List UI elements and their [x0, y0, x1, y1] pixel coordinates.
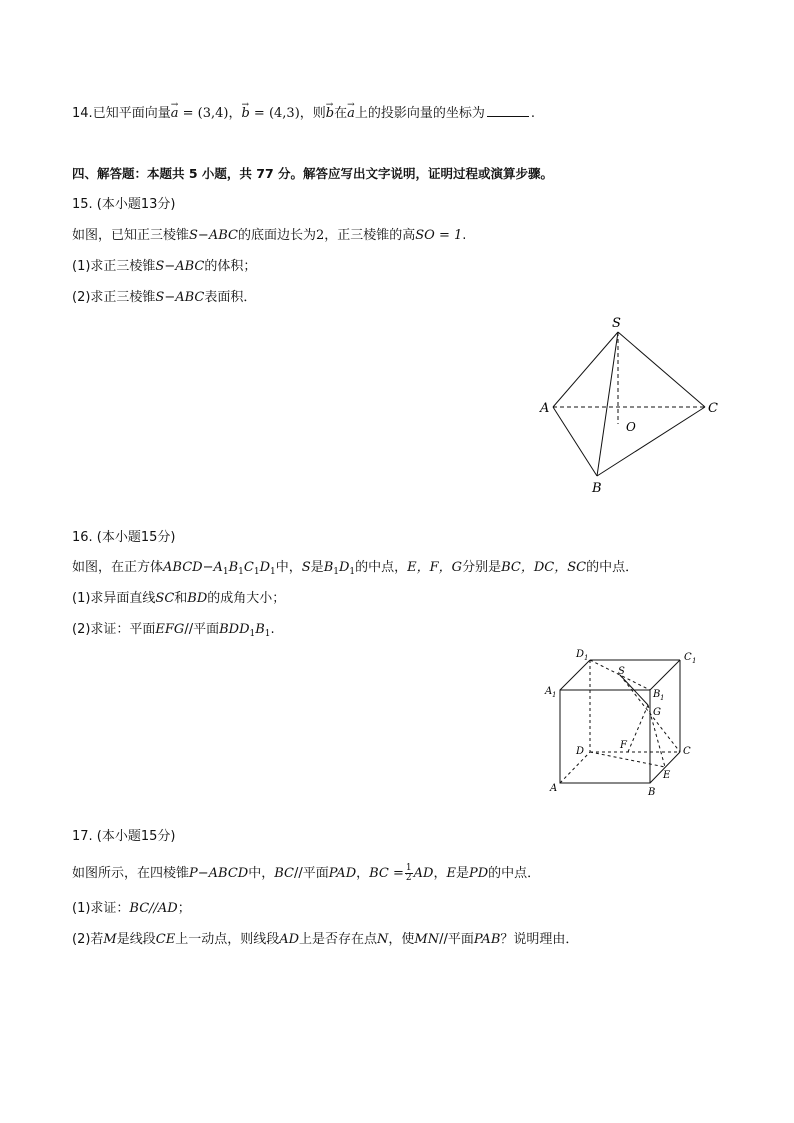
vector-a: → a: [171, 105, 179, 123]
section-4-title: 四、解答题：本题共 5 小题，共 77 分。解答应写出文字说明，证明过程或演算步骤。: [72, 166, 554, 181]
q16-cube-figure: [540, 645, 705, 800]
svg-text:B: B: [653, 689, 661, 700]
svg-text:C: C: [683, 746, 691, 757]
svg-text:G: G: [653, 707, 661, 718]
edge-SB: [597, 332, 618, 476]
edge-DE-hidden: [590, 752, 665, 767]
q17-header: 17. (本小题15分): [72, 829, 176, 844]
svg-text:A: A: [550, 783, 558, 794]
label-B: B: [592, 481, 602, 496]
q16-stem: 如图，在正方体$ABCD-A_1B_1C_1D_1$中，S是$B_1D_1$的中点，E，F，G分别是BC，DC，SC的中点．: [72, 560, 639, 577]
svg-text:1: 1: [660, 694, 665, 702]
label-O: O: [626, 420, 636, 434]
q16-header: 16. (本小题15分): [72, 530, 176, 545]
q14-number: 14.: [72, 106, 93, 121]
q15-stem: 如图，已知正三棱锥S−ABC的底面边长为2，正三棱锥的高SO = 1.: [72, 228, 467, 243]
q15-part-2: (2)求正三棱锥S−ABC表面积．: [72, 290, 257, 305]
svg-text:1: 1: [692, 657, 697, 665]
label-C: C: [708, 401, 718, 416]
question-14: 14.已知平面向量→ a = (3,4)，→ b = (4,3)，则→ b在→ a上的投影向量的坐标为 .: [72, 104, 535, 123]
edge-SC: [618, 332, 705, 407]
label-S: S: [612, 316, 621, 331]
svg-text:D: D: [576, 746, 585, 757]
q17-stem: 如图所示，在四棱锥P−ABCD中，BC//平面PAD，BC = $\frac{1}{2}$ AD，E是PD的中点．: [72, 863, 541, 883]
q16-part-2: (2)求证：平面EFG//平面$BDD_1B_1$.: [72, 622, 275, 639]
q17-part-2: (2)若M是线段CE上一动点，则线段AD上是否存在点N，使MN//平面PAB？说明理由．: [72, 932, 579, 947]
edge-AD-hidden: [560, 752, 590, 783]
q15-pyramid-figure: [535, 312, 725, 497]
edge-BC: [597, 407, 705, 476]
label-A: A: [540, 401, 550, 416]
svg-text:E: E: [663, 770, 671, 781]
vector-b: → b: [241, 105, 249, 123]
q17-part-1: (1)求证：BC//AD；: [72, 901, 191, 916]
svg-text:F: F: [620, 740, 627, 751]
edge-AB: [553, 407, 597, 476]
svg-text:1: 1: [584, 654, 589, 662]
fraction-one-half: $\frac{1}{2}$: [405, 863, 412, 883]
q15-part-1: (1)求正三棱锥S−ABC的体积；: [72, 259, 257, 274]
q15-header: 15. (本小题13分): [72, 197, 176, 212]
svg-text:A: A: [545, 686, 553, 697]
svg-text:B: B: [648, 787, 656, 798]
svg-text:S: S: [618, 666, 625, 677]
q16-part-1: (1)求异面直线SC和BD的成角大小；: [72, 591, 286, 606]
answer-blank[interactable]: [487, 104, 529, 117]
svg-text:D: D: [576, 649, 585, 660]
edge-FG-hidden: [628, 705, 648, 752]
svg-text:1: 1: [552, 691, 557, 699]
svg-text:C: C: [684, 652, 692, 663]
